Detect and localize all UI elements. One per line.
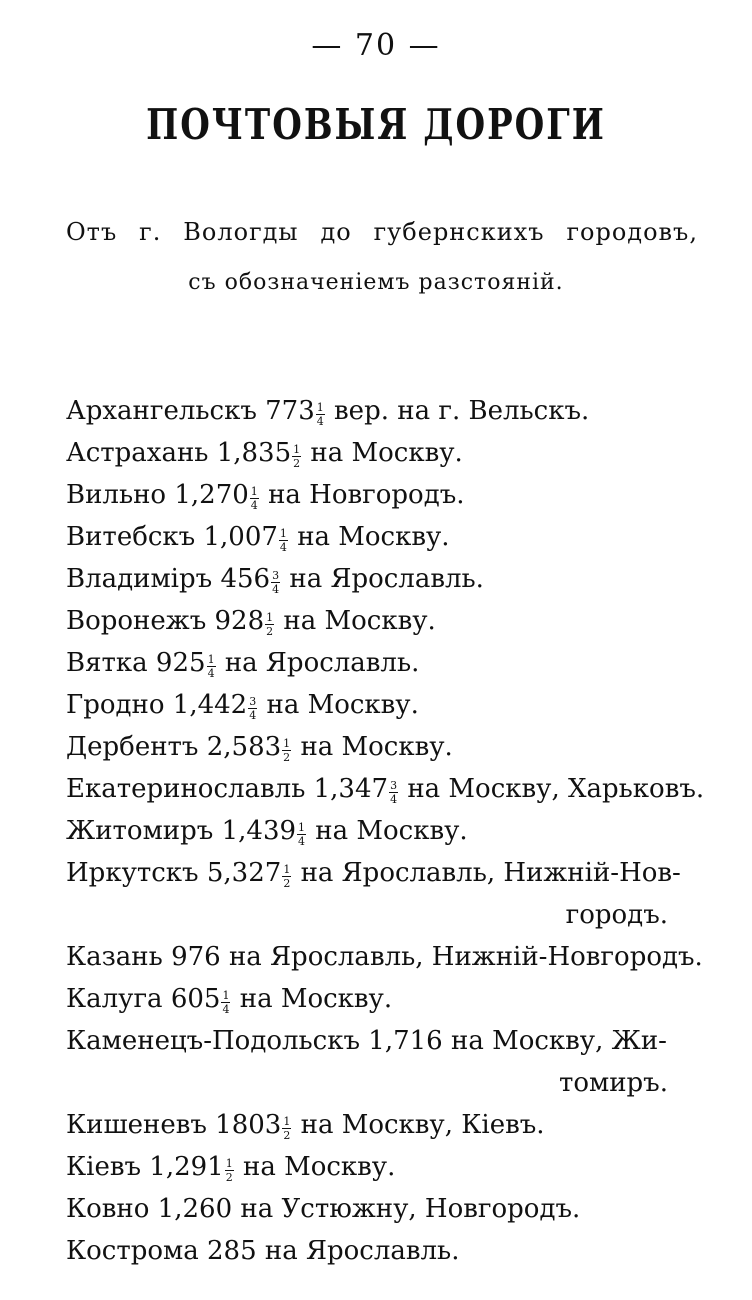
subtitle-word: до [320, 218, 352, 246]
fraction-numerator: 1 [298, 820, 306, 834]
entry-distance: 773 [265, 396, 315, 426]
distance-fraction [292, 444, 301, 469]
entry-route: на Москву. [310, 438, 463, 468]
entry-city: Витебскъ [66, 522, 196, 552]
entry-row [66, 1146, 698, 1188]
subtitle-line-1 [66, 218, 698, 246]
fraction-denominator: 2 [293, 456, 301, 470]
entry-distance: 1,835 [216, 438, 292, 468]
distance-fraction [282, 738, 291, 763]
entry-row [66, 600, 698, 642]
fraction-denominator: 2 [283, 1128, 291, 1142]
entry-city: Воронежъ [66, 606, 207, 636]
entry-city: Дербентъ [66, 732, 199, 762]
distance-fraction [297, 822, 306, 847]
entry-route: на Ярославль. [224, 648, 420, 678]
subtitle-word: г. [139, 218, 162, 246]
page-number: — 70 — [311, 28, 441, 63]
subtitle-word: городовъ, [566, 218, 698, 246]
entry-route: на Москву. [239, 984, 393, 1014]
fraction-numerator: 1 [222, 988, 230, 1002]
entry-city: Архангельскъ [66, 396, 257, 426]
fraction-numerator: 3 [249, 694, 257, 708]
fraction-denominator: 2 [283, 750, 291, 764]
fraction-numerator: 1 [266, 610, 274, 624]
fraction-denominator: 4 [316, 414, 324, 428]
subtitle-word: Отъ [66, 218, 118, 246]
entry-city: Гродно [66, 690, 165, 720]
entry-city: Калуга [66, 984, 163, 1014]
distance-fraction [316, 402, 325, 427]
fraction-denominator: 2 [283, 876, 291, 890]
entry-route: на Ярославль, Нижній-Новгородъ. [228, 942, 703, 972]
entry-row [66, 810, 698, 852]
entry-city: Каменецъ-Подольскъ [66, 1026, 361, 1056]
fraction-numerator: 1 [279, 526, 287, 540]
entry-distance: 928 [214, 606, 265, 636]
fraction-denominator: 4 [298, 834, 306, 848]
entry-distance: 285 [207, 1236, 257, 1266]
entry-row [66, 642, 698, 684]
entry-route: на Москву, Жи- [450, 1026, 667, 1056]
entry-row [66, 936, 703, 978]
entry-distance: 976 [171, 942, 221, 972]
entry-row [66, 558, 698, 600]
entry-row [66, 726, 698, 768]
fraction-denominator: 4 [250, 498, 258, 512]
fraction-numerator: 3 [390, 778, 398, 792]
distance-fraction [225, 1158, 234, 1183]
distance-fraction [265, 612, 274, 637]
entry-distance: 1,270 [174, 480, 249, 510]
fraction-denominator: 2 [266, 624, 274, 638]
entry-route: на Ярославль. [289, 564, 484, 594]
distance-fraction [279, 528, 288, 553]
entry-distance: 1,260 [157, 1194, 233, 1224]
entry-city: Кишеневъ [66, 1110, 207, 1140]
fraction-denominator: 4 [222, 1002, 230, 1016]
entry-row [66, 474, 698, 516]
distance-list [66, 390, 705, 1272]
entry-row [66, 852, 698, 894]
subtitle-word: Вологды [183, 218, 299, 246]
entry-route: на Москву. [266, 690, 419, 720]
entry-route: на Москву. [283, 606, 436, 636]
entry-row [66, 1020, 698, 1062]
entry-route: на Москву. [315, 816, 468, 846]
entry-route: на Москву. [300, 732, 453, 762]
entry-city: Кострома [66, 1236, 199, 1266]
entry-route: на Москву. [242, 1152, 396, 1182]
entry-route: на Ярославль, Нижній-Нов- [300, 858, 681, 888]
entry-row [66, 516, 698, 558]
subtitle-word: губернскихъ [373, 218, 545, 246]
entry-route: на Москву. [297, 522, 450, 552]
fraction-numerator: 1 [293, 442, 301, 456]
fraction-denominator: 4 [390, 792, 398, 806]
fraction-numerator: 1 [225, 1156, 233, 1170]
entry-city: Иркутскъ [66, 858, 199, 888]
entry-route: на Устюжну, Новгородъ. [240, 1194, 581, 1224]
entry-row [66, 390, 698, 432]
entry-continuation: томиръ. [558, 1068, 668, 1098]
entry-row [66, 978, 698, 1020]
fraction-denominator: 4 [207, 666, 215, 680]
entry-route: на Москву, Харьковъ. [407, 774, 705, 804]
entry-distance: 1,347 [313, 774, 389, 804]
entry-city: Кіевъ [66, 1152, 142, 1182]
fraction-denominator: 4 [272, 582, 280, 596]
entry-distance: 1,442 [172, 690, 248, 720]
fraction-numerator: 1 [207, 652, 215, 666]
entry-route: вер. на г. Вельскъ. [334, 396, 590, 426]
entry-city: Ковно [66, 1194, 150, 1224]
distance-fraction [207, 654, 216, 679]
entry-distance: 456 [220, 564, 271, 594]
subtitle-line-2: съ обозначеніемъ разстояній. [188, 270, 564, 295]
distance-fraction [282, 1116, 291, 1141]
entry-row [66, 432, 698, 474]
distance-fraction [389, 780, 398, 805]
entry-route: на Новгородъ. [268, 480, 465, 510]
distance-fraction [221, 990, 230, 1015]
entry-distance: 1,007 [203, 522, 278, 552]
entry-distance: 1,439 [221, 816, 297, 846]
fraction-numerator: 3 [272, 568, 280, 582]
fraction-denominator: 4 [249, 708, 257, 722]
fraction-denominator: 4 [279, 540, 287, 554]
distance-fraction [271, 570, 280, 595]
distance-fraction [250, 486, 259, 511]
entry-city: Екатеринославль [66, 774, 306, 804]
fraction-numerator: 1 [250, 484, 258, 498]
entry-row [66, 1230, 698, 1272]
entry-city: Владиміръ [66, 564, 213, 594]
entry-distance: 5,327 [206, 858, 282, 888]
entry-distance: 2,583 [206, 732, 282, 762]
fraction-numerator: 1 [283, 862, 291, 876]
entry-distance: 605 [170, 984, 221, 1014]
entry-city: Вильно [66, 480, 167, 510]
distance-fraction [248, 696, 257, 721]
entry-distance: 1,291 [149, 1152, 224, 1182]
entry-distance: 925 [155, 648, 206, 678]
entry-continuation: городъ. [565, 900, 668, 930]
entry-city: Вятка [66, 648, 148, 678]
entry-distance: 1,716 [368, 1026, 443, 1056]
entry-row [66, 1188, 698, 1230]
fraction-numerator: 1 [283, 1114, 291, 1128]
entry-city: Астрахань [66, 438, 209, 468]
entry-distance: 1803 [215, 1110, 282, 1140]
distance-fraction [282, 864, 291, 889]
entry-row [66, 768, 705, 810]
entry-row [66, 684, 698, 726]
fraction-denominator: 2 [225, 1170, 233, 1184]
entry-route: на Ярославль. [264, 1236, 460, 1266]
entry-city: Житомиръ [66, 816, 214, 846]
fraction-numerator: 1 [283, 736, 291, 750]
entry-city: Казань [66, 942, 163, 972]
page-title: ПОЧТОВЫЯ ДОРОГИ [146, 100, 606, 150]
entry-row [66, 1104, 698, 1146]
entry-route: на Москву, Кіевъ. [300, 1110, 545, 1140]
fraction-numerator: 1 [316, 400, 324, 414]
